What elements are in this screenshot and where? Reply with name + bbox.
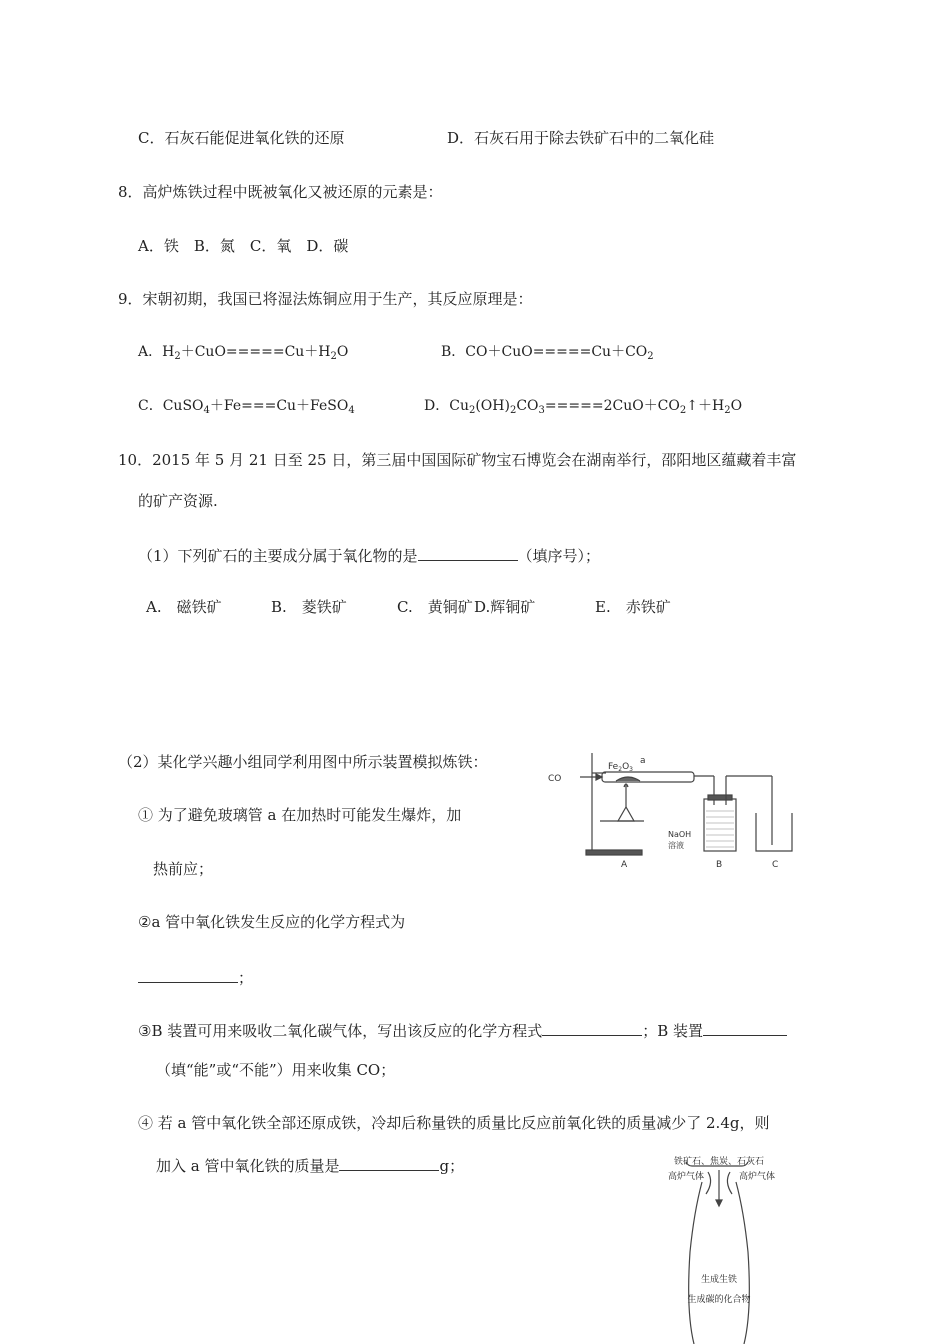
q10-part2-step3-line2: （填“能”或“不能”）用来收集 CO； [156,1061,396,1079]
furnace-top-label: 铁矿石、焦炭、石灰石 [673,1157,765,1167]
q10-part2: （2）某化学兴趣小组同学利用图中所示装置模拟炼铁： [118,753,488,771]
apparatus-label-c: C [772,860,779,870]
q10-part1-option-b: B. 菱铁矿 [271,598,347,616]
q10-part1-option-c: C. 黄铜矿 [397,598,473,616]
apparatus-solution-label: 溶液 [668,841,684,850]
q7-option-c: C．石灰石能促进氧化铁的还原 [138,129,345,147]
furnace-inside-label-1: 生成生铁 [700,1275,738,1285]
q10-part1-option-d: D.辉铜矿 [474,598,536,616]
answer-blank[interactable] [418,544,518,561]
q9-option-d: D．$Cu_2(OH)_2CO_3=====2CuO+CO_2↑+H_2O$ [424,398,743,416]
q10-part2-step2-line1: ②a 管中氧化铁发生反应的化学方程式为 [138,913,406,931]
q10-part2-step1-line1: ① 为了避免玻璃管 a 在加热时可能发生爆炸，加 [138,806,462,824]
apparatus-tube-a-label: a [640,756,646,766]
q10-part1-option-a: A. 磁铁矿 [146,598,222,616]
q10-stem-line1: 10．2015 年 5 月 21 日至 25 日，第三届中国国际矿物宝石博览会在湖南举行，邵阳地区蕴藏着丰富 [118,451,797,469]
q10-stem-line2: 的矿产资源. [138,492,218,510]
q10-part2-step4-line2: 加入 a 管中氧化铁的质量是 g； [156,1154,464,1176]
furnace-gas-right-label: 高炉气体 [738,1172,776,1182]
q10-part1-option-e: E. 赤铁矿 [595,598,671,616]
answer-blank[interactable] [542,1019,642,1036]
q10-part1: （1）下列矿石的主要成分属于氧化物的是 （填序号）； [138,544,600,566]
apparatus-naoh-label: NaOH [668,830,692,839]
q7-option-d: D．石灰石用于除去铁矿石中的二氧化硅 [447,129,715,147]
q8-options: A．铁 B．氮 C．氧 D．碳 [138,237,349,255]
apparatus-label-b: B [716,860,723,870]
answer-blank[interactable] [703,1019,787,1036]
furnace-gas-left-label: 高炉气体 [667,1172,705,1182]
q8-stem: 8．高炉炼铁过程中既被氧化又被还原的元素是： [118,183,443,201]
blast-furnace-figure [644,1152,794,1344]
q10-part2-step4-line1: ④ 若 a 管中氧化铁全部还原成铁，冷却后称量铁的质量比反应前氧化铁的质量减少了 2.4g，则 [138,1114,770,1132]
q9-stem: 9．宋朝初期，我国已将湿法炼铜应用于生产，其反应原理是： [118,290,533,308]
q9-option-b: B．$CO+CuO=====Cu+CO_2$ [441,344,654,362]
q9-option-a: A．$H_2+CuO=====Cu+H_2O$ [138,344,349,362]
furnace-inside-label-2: 生成碳的化合物 [687,1295,751,1305]
q9-option-c: C．CuSO$_4$＋Fe===Cu＋FeSO$_4$ [138,398,355,416]
apparatus-label-a: A [621,860,628,870]
q10-part2-step3-line1: ③B 装置可用来吸收二氧化碳气体，写出该反应的化学方程式 ；B 装置 [138,1019,787,1041]
answer-blank[interactable] [138,966,238,983]
answer-blank[interactable] [339,1154,439,1171]
apparatus-co-label: CO [548,774,562,784]
iron-smelting-apparatus-figure [544,745,804,870]
apparatus-fe2o3-label: $Fe_2O_3$ [608,762,633,773]
q10-part2-step1-line2: 热前应； [153,860,214,878]
q10-part2-step2-line2: ； [138,966,253,988]
